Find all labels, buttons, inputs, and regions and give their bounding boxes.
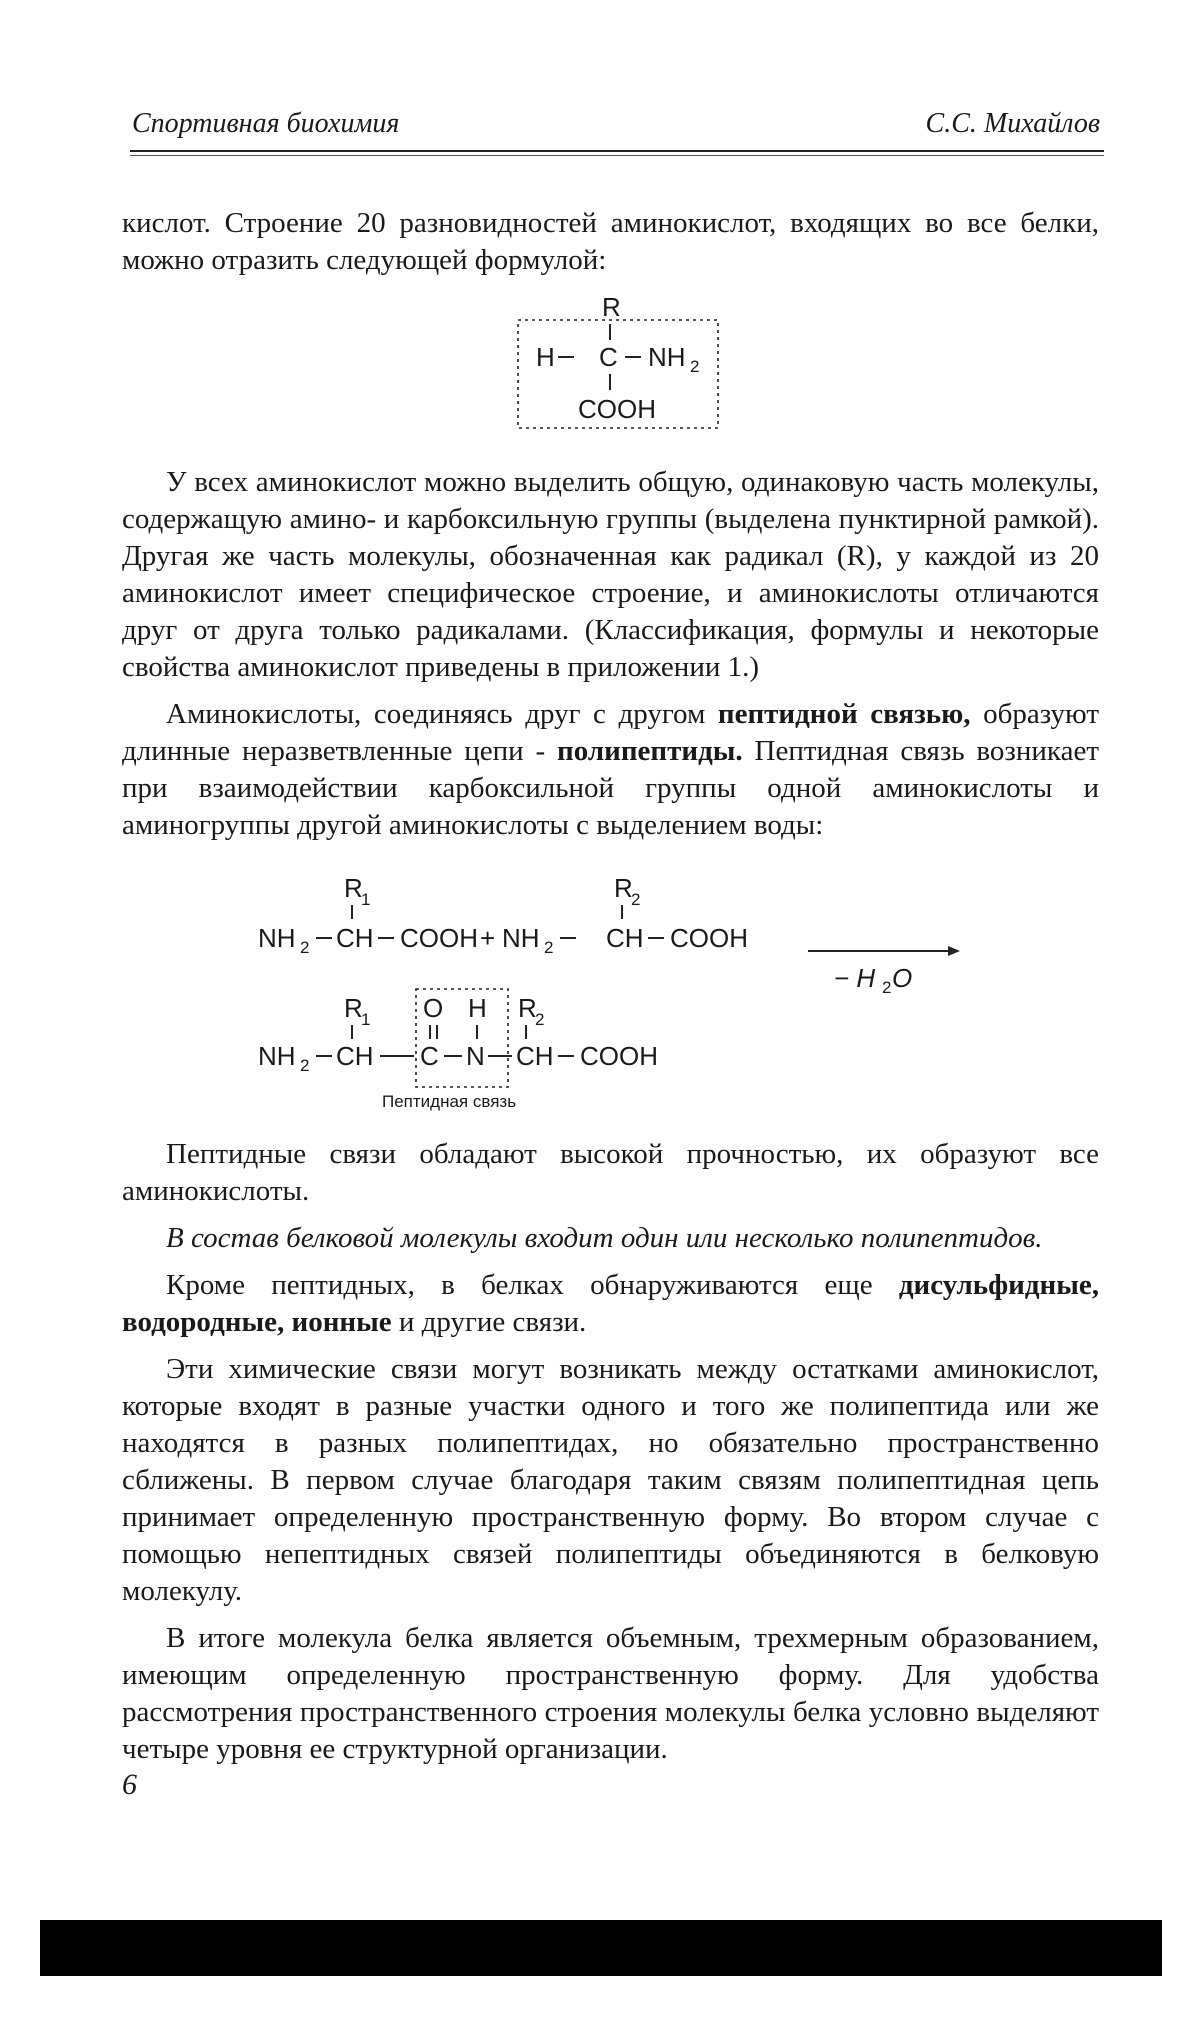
amino-group-product: NH (258, 1041, 296, 1071)
amino-group-2: NH (502, 923, 540, 953)
term-other-bonds: дисульфидные, водородные, ионные (122, 1269, 1099, 1338)
svg-text:1: 1 (361, 1010, 371, 1029)
svg-text:2: 2 (882, 978, 892, 997)
peptide-bond-caption: Пептидная связь (382, 1092, 517, 1111)
amino-acid-formula (510, 290, 750, 445)
formula-amino: NH (648, 342, 686, 372)
svg-text:2: 2 (535, 1010, 545, 1029)
carboxyl-group-1: COOH (400, 923, 478, 953)
amino-group-1: NH (258, 923, 296, 953)
oxygen-atom: O (423, 993, 444, 1023)
text-block-middle (122, 464, 1099, 854)
ch-group-2: CH (606, 923, 644, 953)
ch-group-1: CH (336, 923, 374, 953)
peptide-reaction-formula (258, 875, 978, 1120)
paragraph-protein-composition: В состав белковой молекулы входит один или несколько полипептидов. (166, 1222, 1043, 1254)
carboxyl-group-2: COOH (670, 923, 748, 953)
formula-carbon: C (599, 342, 618, 372)
running-header-title: Спортивная биохимия (132, 108, 400, 139)
radical-r2: R (614, 873, 633, 903)
paragraph-intro: кислот. Строение 20 разновидностей аминокислот, входящих во все белки, можно отразить следующей формулой: (122, 207, 1099, 276)
svg-text:2: 2 (300, 938, 310, 957)
carbonyl-carbon: C (420, 1041, 439, 1071)
paragraph-common-part: У всех аминокислот можно выделить общую, одинаковую часть молекулы, содержащую амино- и карбоксильную группы (выделена пунктирной рамкой). Другая же часть молекулы, обозначенная как радикал (R), у каждой из 20 аминокислот имеет специфическое строение, и аминокислоты отличаются друг от друга только радикалами. (Классификация, формулы и некоторые свойства аминокислот приведены в приложении 1.) (122, 466, 1099, 683)
svg-text:2: 2 (631, 890, 641, 909)
radical-r1: R (344, 873, 363, 903)
paragraph-strength: Пептидные связи обладают высокой прочностью, их образуют все аминокислоты. (122, 1138, 1099, 1207)
water-elimination: − H (834, 963, 876, 993)
paragraph-structure-levels: В итоге молекула белка является объемным, трехмерным образованием, имеющим определенную пространственную форму. Для удобства рассмотрения пространственного строения молекулы белка условно выделяют четыре уровня ее структурной организации. (122, 1622, 1099, 1765)
ch-group-product-1: CH (336, 1041, 374, 1071)
arrow-head-icon (948, 946, 960, 956)
header-rule (130, 150, 1104, 152)
paragraph-peptide-bond: Аминокислоты, соединяясь друг с другом пептидной связью, образуют длинные неразветвленные цепи - полипептиды. Пептидная связь возникает при взаимодействии карбоксильной группы одной аминокислоты и аминогруппы другой аминокислоты с выделением воды: (122, 698, 1100, 841)
svg-text:1: 1 (361, 890, 371, 909)
text-block-lower (122, 1136, 1099, 1778)
radical-r2-product: R (518, 993, 537, 1023)
running-header-author: С.С. Михайлов (925, 108, 1100, 139)
radical-r1-product: R (344, 993, 363, 1023)
hydrogen-atom: H (468, 993, 487, 1023)
formula-carboxyl: COOH (578, 394, 656, 424)
paragraph-other-bonds: Кроме пептидных, в белках обнаруживаются еще дисульфидные, водородные, ионные и другие связи. (122, 1269, 1099, 1338)
term-polypeptides: полипептиды. (557, 735, 743, 767)
ch-group-product-2: CH (516, 1041, 554, 1071)
text-block-intro (122, 205, 1099, 289)
header-rule-thin (130, 155, 1104, 156)
paragraph-chemical-bonds: Эти химические связи могут возникать между остатками аминокислот, которые входят в разные участки одного и того же полипептида или же находятся в разных полипептидах, но обязательно пространственно сближены. В первом случае благодаря таким связям полипептидная цепь принимает определенную пространственную форму. Во втором случае с помощью непептидных связей полипептиды объединяются в белковую молекулу. (122, 1353, 1099, 1607)
scan-edge-bar (40, 1920, 1162, 1976)
carboxyl-group-product: COOH (580, 1041, 658, 1071)
formula-radical: R (602, 292, 621, 322)
svg-text:2: 2 (300, 1056, 310, 1075)
formula-subscript: 2 (690, 357, 700, 376)
svg-text:O: O (892, 963, 913, 993)
page-number: 6 (122, 1768, 137, 1801)
nitrogen-atom: N (466, 1041, 485, 1071)
formula-hydrogen: H (536, 342, 555, 372)
plus-sign: + (480, 923, 496, 953)
svg-text:2: 2 (544, 938, 554, 957)
term-peptide-bond: пептидной связью, (717, 698, 971, 730)
